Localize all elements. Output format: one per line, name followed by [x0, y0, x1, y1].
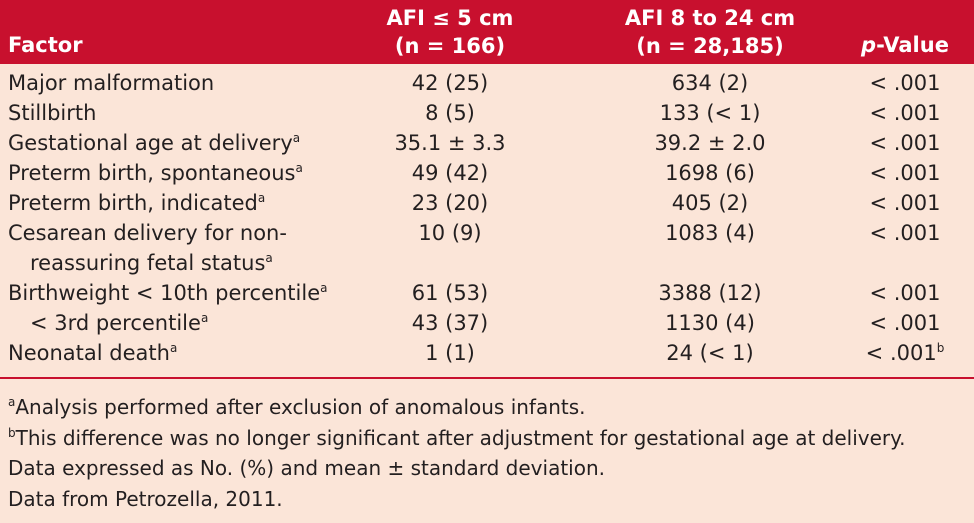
footnote-data-format — [8, 453, 905, 484]
factor-cell — [8, 158, 303, 188]
afi-normal-cell: 634 (2) — [671, 71, 749, 95]
factor-text: Neonatal death — [8, 341, 170, 365]
factor-cell — [8, 98, 96, 128]
header-p-italic: p — [861, 33, 877, 57]
header-afi-low-line2: (n = 166) — [394, 34, 506, 58]
header-afi-normal-line1: AFI 8 to 24 cm — [624, 6, 796, 30]
afi-normal-cell: 1130 (4) — [665, 311, 755, 335]
afi-low-cell: 8 (5) — [425, 101, 475, 125]
p-value-cell: < .001$^b$ — [865, 341, 945, 365]
footnote-text: Data from Petrozella, 2011. — [8, 486, 283, 511]
factor-cell — [8, 338, 177, 368]
p-value-cell: < .001 — [869, 101, 941, 125]
footnote-marker: a — [169, 341, 178, 355]
footnote-marker: a — [257, 191, 266, 205]
afi-low-cell: 49 (42) — [411, 161, 489, 185]
p-value-cell: < .001 — [869, 71, 941, 95]
afi-normal-cell: 1698 (6) — [665, 161, 755, 185]
afi-normal-cell: 133 (< 1) — [659, 101, 761, 125]
p-value-cell: < .001 — [869, 191, 941, 215]
factor-text: Stillbirth — [8, 101, 97, 125]
table-footnotes — [8, 392, 905, 514]
factor-text: Major malformation — [8, 71, 215, 95]
factor-cell — [8, 278, 328, 308]
footnote-text: Data expressed as No. (%) and mean ± standard deviation. — [8, 456, 606, 480]
footnote-mark: a — [8, 395, 16, 409]
factor-text: < 3rd percentile — [30, 311, 201, 335]
factor-cell — [8, 128, 300, 158]
factor-cell — [8, 188, 265, 218]
footnote-text: This difference was no longer significant after adjustment for gestational age at delivery. — [15, 425, 906, 450]
header-factor: Factor — [8, 33, 83, 57]
factor-text: Cesarean delivery for non- — [8, 221, 287, 245]
p-value-cell: < .001 — [869, 161, 941, 185]
afi-normal-cell: 1083 (4) — [665, 221, 755, 245]
afi-low-cell: 42 (25) — [411, 71, 489, 95]
factor-text: Gestational age at delivery — [8, 131, 293, 155]
p-value-cell: < .001 — [869, 221, 941, 245]
divider-rule — [0, 377, 974, 379]
afi-low-cell: 61 (53) — [411, 281, 489, 305]
header-p-value — [845, 31, 965, 59]
afi-normal-cell: 39.2 ± 2.0 — [654, 131, 766, 155]
footnote-marker: a — [292, 131, 301, 145]
factor-text: Birthweight < 10th percentile — [8, 281, 321, 305]
afi-low-cell: 43 (37) — [411, 311, 489, 335]
table-header — [0, 0, 974, 64]
header-afi-normal-line2: (n = 28,185) — [636, 34, 784, 58]
footnote-marker: a — [295, 161, 303, 175]
header-p-rest: -Value — [876, 33, 949, 57]
footnote-a — [8, 392, 905, 423]
footnote-marker: a — [200, 311, 209, 325]
footnote-marker: a — [265, 251, 273, 265]
factor-text: Preterm birth, indicated — [8, 191, 258, 215]
factor-cell — [8, 308, 208, 338]
afi-low-cell: 35.1 ± 3.3 — [394, 131, 506, 155]
factor-cell — [8, 218, 287, 278]
header-afi-normal — [590, 4, 830, 60]
p-value-cell: < .001 — [869, 131, 941, 155]
factor-text-continued: reassuring fetal status$^a$ — [30, 251, 273, 275]
header-afi-low — [360, 4, 540, 60]
factor-text: Preterm birth, spontaneous — [8, 161, 296, 185]
afi-normal-cell: 24 (< 1) — [666, 341, 754, 365]
footnote-marker: b — [936, 341, 945, 355]
footnote-source — [8, 484, 905, 515]
footnote-marker: a — [320, 281, 328, 295]
afi-low-cell: 10 (9) — [418, 221, 482, 245]
footnote-b — [8, 423, 905, 454]
p-value-cell: < .001 — [869, 281, 941, 305]
afi-low-cell: 1 (1) — [425, 341, 475, 365]
table-body — [0, 64, 974, 378]
p-value-cell: < .001 — [869, 311, 941, 335]
afi-normal-cell: 405 (2) — [671, 191, 749, 215]
factor-cell — [8, 68, 214, 98]
footnote-text: Analysis performed after exclusion of anomalous infants. — [15, 395, 586, 419]
afi-low-cell: 23 (20) — [411, 191, 489, 215]
footnote-mark: b — [8, 425, 16, 440]
afi-normal-cell: 3388 (12) — [658, 281, 762, 305]
header-afi-low-line1: AFI ≤ 5 cm — [386, 6, 514, 30]
